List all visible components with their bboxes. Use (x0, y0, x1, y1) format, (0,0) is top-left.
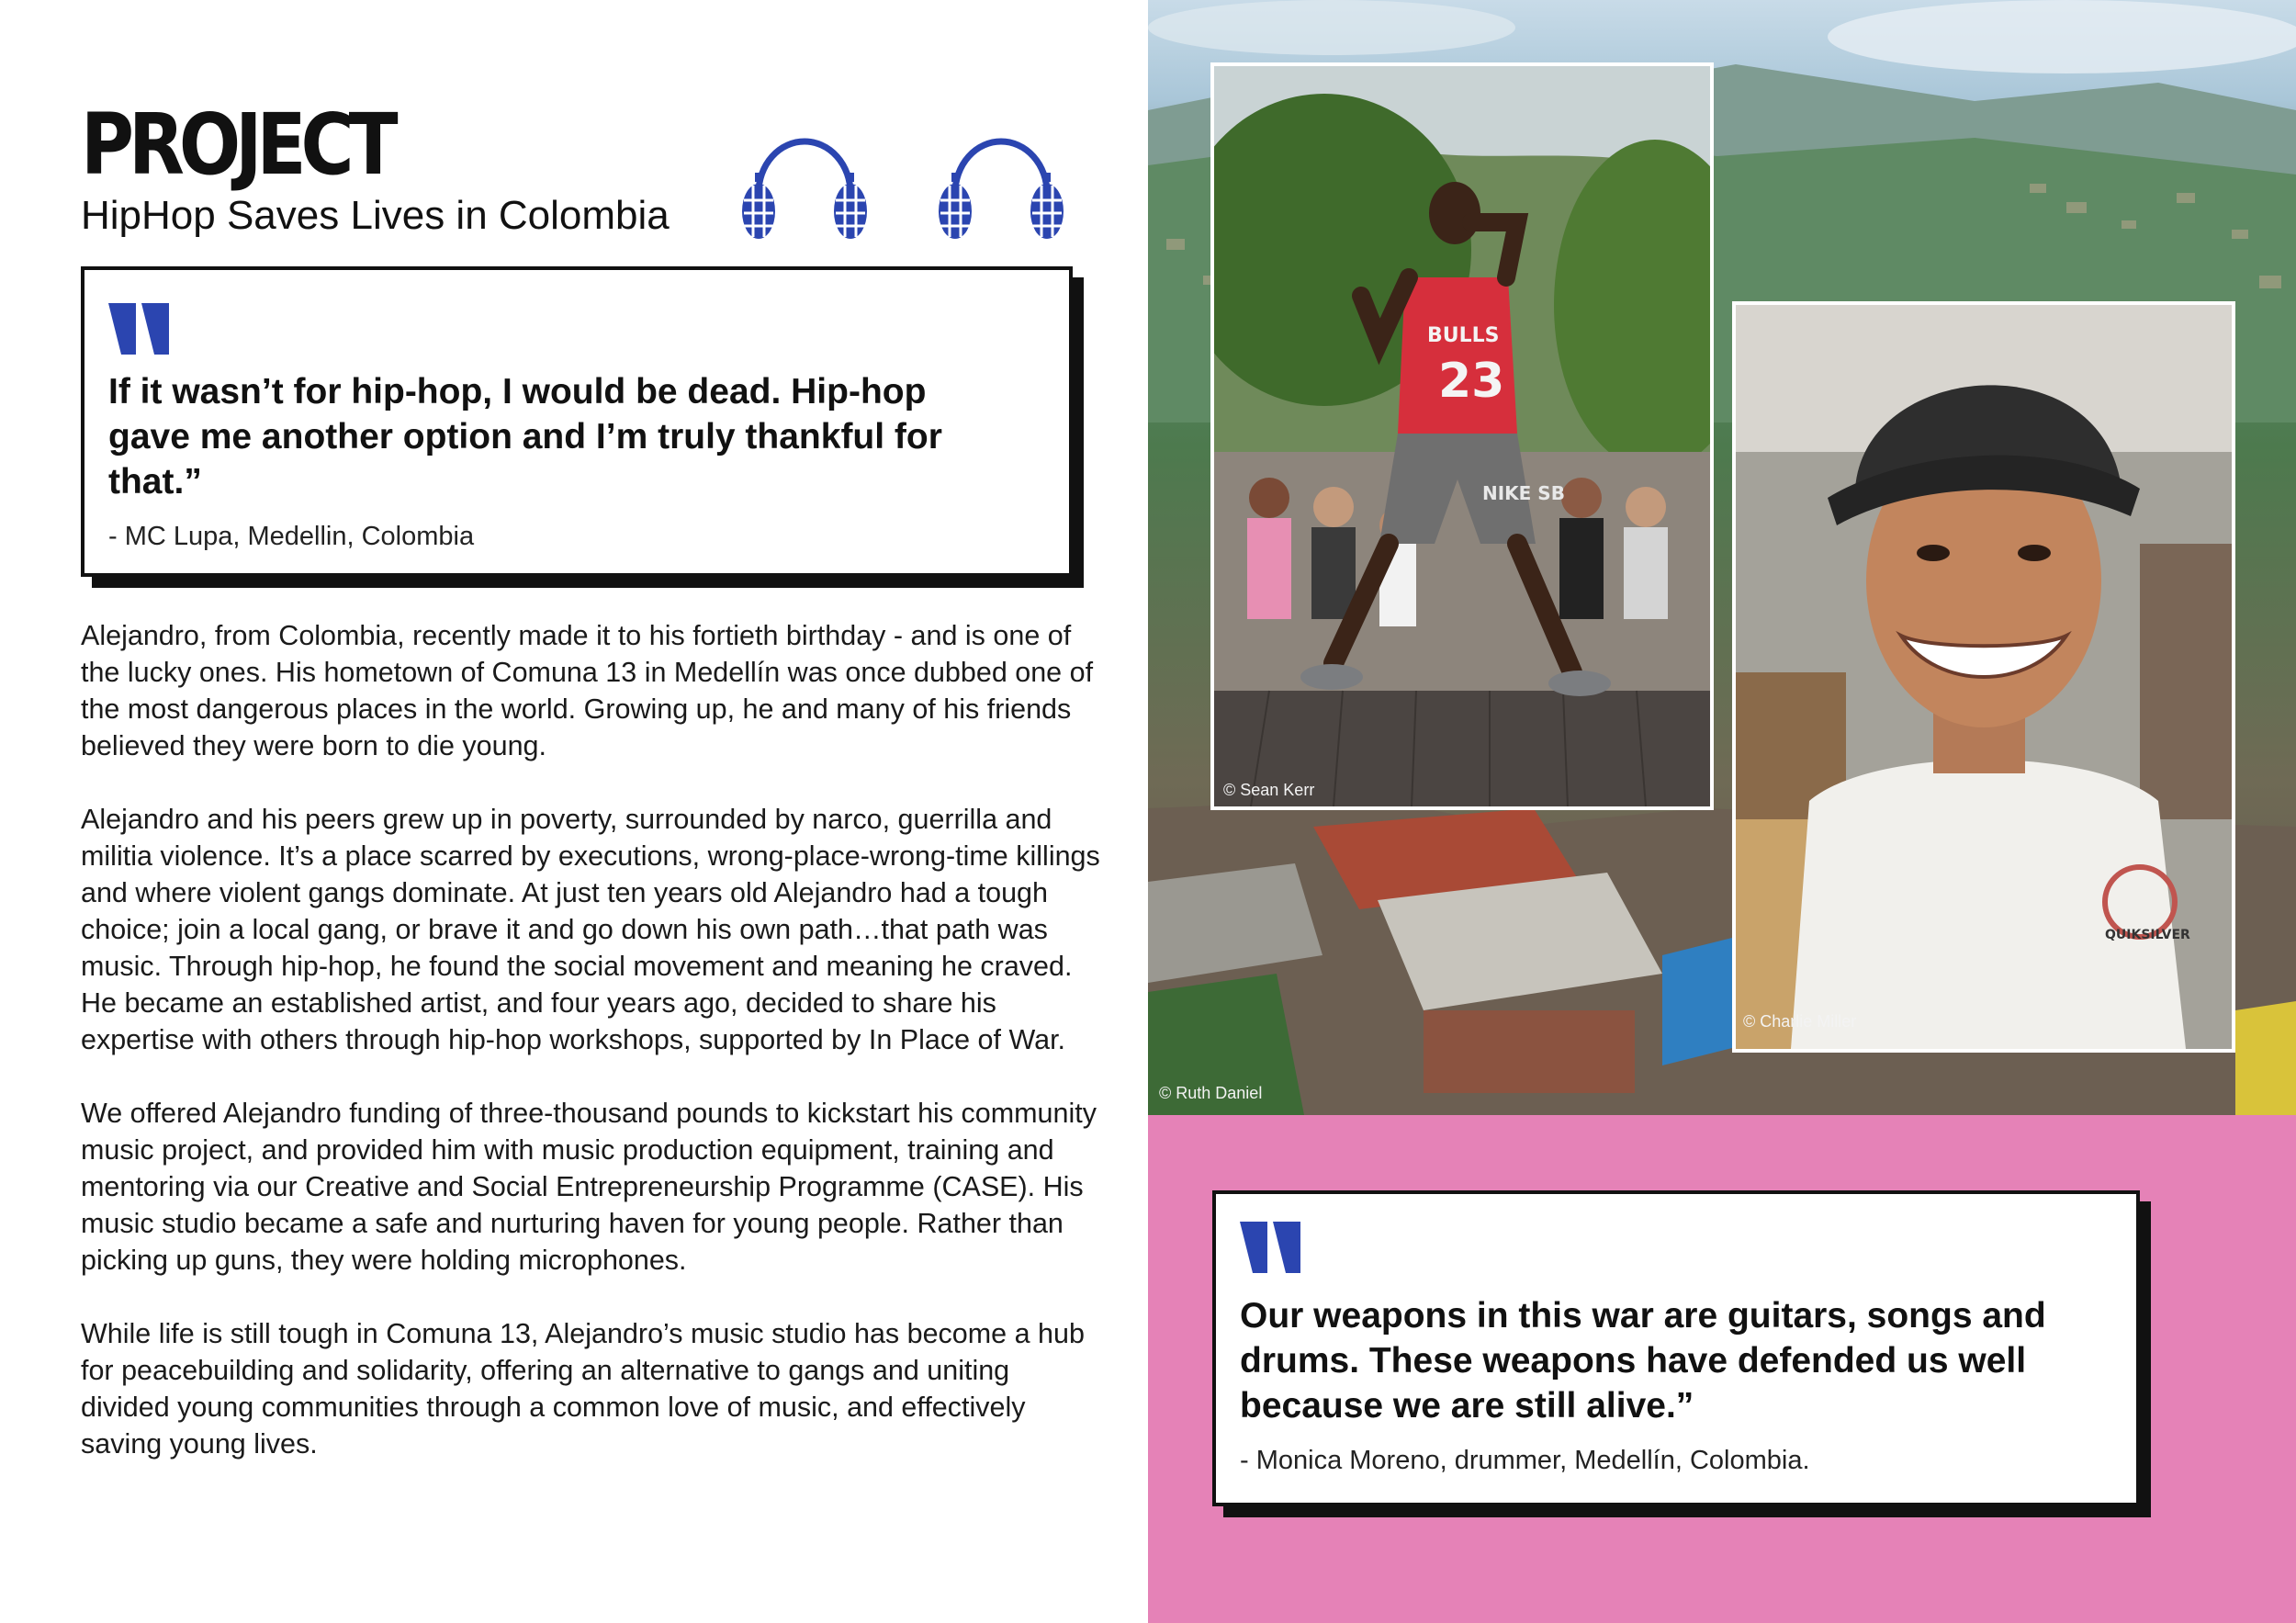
headphones-grenade-icon (937, 121, 1065, 250)
right-page (1148, 0, 2296, 1623)
article-body (81, 617, 1100, 1499)
photo-credit: © Charlie Miller (1743, 1012, 1857, 1031)
jersey-number: 23 (1438, 354, 1505, 409)
shorts-text: NIKE SB (1482, 482, 1565, 504)
quote-attribution: - MC Lupa, Medellin, Colombia (108, 522, 475, 551)
quote-attribution: - Monica Moreno, drummer, Medellín, Colombia. (1240, 1446, 1810, 1475)
body-paragraph: We offered Alejandro funding of three-thousand pounds to kickstart his community music project, and provided him with music production equipment, training and mentoring via our Creative and Social Entrepreneurship Programme (CASE). His music studio became a safe and nurturing haven for young people. Rather than picking up guns, they were holding microphones. (81, 1098, 1097, 1276)
dancer-photo (1210, 62, 1714, 810)
jersey-text: BULLS (1427, 324, 1500, 347)
quote-text: Our weapons in this war are guitars, songs and drums. These weapons have defended us well because we are still alive.” (1240, 1296, 2046, 1426)
quote-text: If it wasn’t for hip-hop, I would be dead. Hip-hop gave me another option and I’m truly thankful for that.” (108, 372, 942, 502)
headphones-grenade-icon (740, 121, 869, 250)
body-paragraph: Alejandro, from Colombia, recently made it to his fortieth birthday - and is one of the lucky ones. His hometown of Comuna 13 in Medellín was once dubbed one of the most dangerous places in the world. Growing up, he and many of his friends believed they were born to die young. (81, 620, 1094, 761)
project-kicker: PROJECT (81, 96, 393, 194)
medellin-hillside-photo (1148, 0, 2296, 1115)
pull-quote-secondary (1212, 1190, 2140, 1506)
quote-mark-icon (108, 303, 171, 355)
portrait-photo (1732, 301, 2235, 1053)
shirt-logo: QUIKSILVER (2105, 928, 2190, 942)
quote-mark-icon (1240, 1222, 1302, 1273)
pull-quote-main (81, 266, 1073, 577)
photo-credit: © Ruth Daniel (1159, 1084, 1263, 1102)
photo-credit: © Sean Kerr (1223, 781, 1315, 799)
portrait-illustration (1736, 305, 2232, 1049)
body-paragraph: While life is still tough in Comuna 13, Alejandro’s music studio has become a hub for peacebuilding and solidarity, offering an alternative to gangs and uniting divided young communities through a common love of music, and effectively saving young lives. (81, 1318, 1085, 1460)
dancer-illustration (1214, 66, 1710, 806)
body-paragraph: Alejandro and his peers grew up in poverty, surrounded by narco, guerrilla and militia violence. It’s a place scarred by executions, wrong-place-wrong-time killings and where violent gangs dominate. At just ten years old Alejandro had a tough choice; join a local gang, or brave it and go down his own path…that path was music. Through hip-hop, he found the social movement and meaning he craved. He became an established artist, and four years ago, decided to share his expertise with others through hip-hop workshops, supported by In Place of War. (81, 804, 1100, 1055)
project-title: HipHop Saves Lives in Colombia (81, 193, 670, 238)
